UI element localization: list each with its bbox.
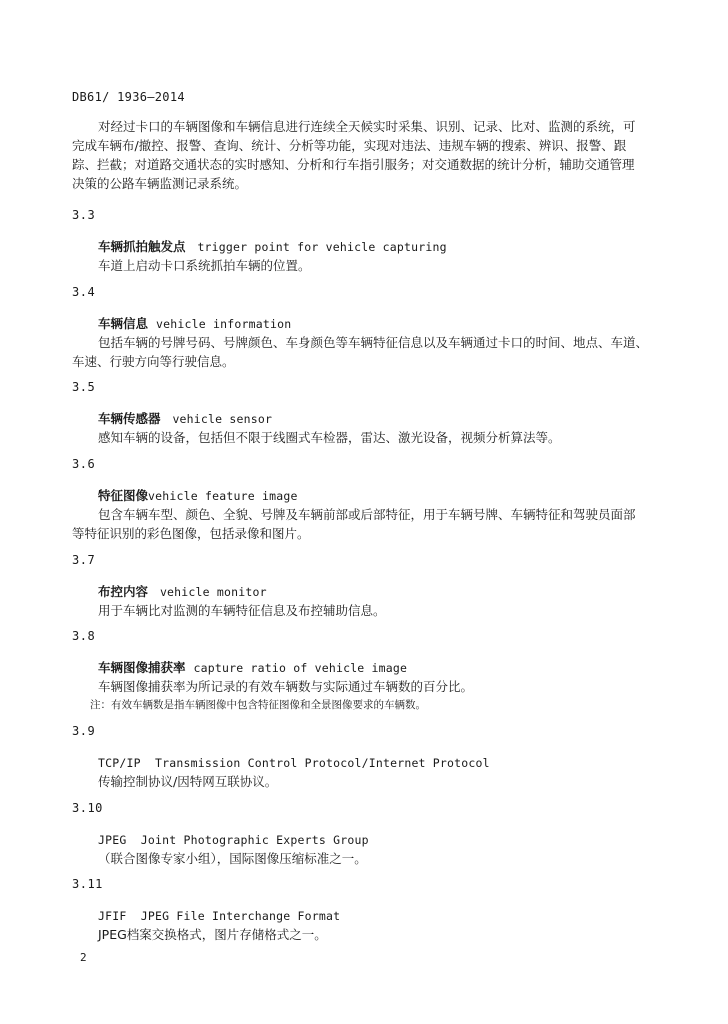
note-text: 注：有效车辆数是指车辆图像中包含特征图像和全景图像要求的车辆数。 <box>90 699 426 711</box>
intro-paragraph <box>72 117 652 193</box>
section-3-8 <box>72 627 662 714</box>
section-number: 3.9 <box>72 724 96 738</box>
definition-line: 包含车辆车型、颜色、全貌、号牌及车辆前部或后部特征，用于车辆号牌、车辆特征和驾驶员面部 <box>98 507 636 522</box>
term-zh: 特征图像 <box>98 488 149 503</box>
section-number: 3.8 <box>72 629 96 643</box>
definition-line: 车辆图像捕获率为所记录的有效车辆数与实际通过车辆数的百分比。 <box>98 679 474 694</box>
section-3-5 <box>72 378 662 447</box>
term-en: vehicle monitor <box>159 585 267 599</box>
term-heading <box>72 583 662 601</box>
section-3-11 <box>72 875 662 944</box>
term-heading <box>72 238 662 256</box>
term-en: vehicle sensor <box>172 412 273 426</box>
section-number: 3.10 <box>72 801 103 815</box>
definition-line: （联合图像专家小组），国际图像压缩标准之一。 <box>98 851 367 866</box>
term-zh: 车辆抓拍触发点 <box>98 239 186 254</box>
term-en: vehicle feature image <box>148 489 298 503</box>
term-abbreviation: JPEG Joint Photographic Experts Group <box>98 833 369 847</box>
definition-line: 用于车辆比对监测的车辆特征信息及布控辅助信息。 <box>98 603 386 618</box>
term-heading <box>72 907 662 925</box>
section-number: 3.6 <box>72 457 96 471</box>
definition-line: 车速、行驶方向等行驶信息。 <box>72 354 235 369</box>
intro-line: 完成车辆布/撤控、报警、查询、统计、分析等功能，实现对违法、违规车辆的搜索、辨识、报警、跟 <box>72 138 627 153</box>
section-3-9 <box>72 722 662 791</box>
term-zh: 车辆传感器 <box>98 411 161 426</box>
section-3-4 <box>72 283 662 371</box>
term-heading <box>72 315 662 333</box>
section-3-3 <box>72 206 662 275</box>
term-en: capture ratio of vehicle image <box>193 661 408 675</box>
intro-line: 踪、拦截；对道路交通状态的实时感知、分析和行车指引服务；对交通数据的统计分析，辅助交通管理 <box>72 157 635 172</box>
section-number: 3.7 <box>72 553 96 567</box>
term-heading <box>72 831 662 849</box>
intro-line: 对经过卡口的车辆图像和车辆信息进行连续全天候实时采集、识别、记录、比对、监测的系统，可 <box>98 119 636 134</box>
term-heading <box>72 410 662 428</box>
term-zh: 布控内容 <box>98 584 149 599</box>
term-en: trigger point for vehicle capturing <box>197 240 447 254</box>
section-number: 3.3 <box>72 208 96 222</box>
section-number: 3.4 <box>72 285 96 299</box>
document-number: DB61/ 1936—2014 <box>72 90 185 104</box>
section-3-6 <box>72 455 662 543</box>
term-zh: 车辆信息 <box>98 316 149 331</box>
term-en: vehicle information <box>155 317 292 331</box>
section-number: 3.11 <box>72 877 103 891</box>
definition-line: 等特征识别的彩色图像，包括录像和图片。 <box>72 526 310 541</box>
term-abbreviation: TCP/IP Transmission Control Protocol/Internet Protocol <box>98 756 490 770</box>
section-number: 3.5 <box>72 380 96 394</box>
term-heading <box>72 659 662 677</box>
term-heading <box>72 487 662 505</box>
definition-line: 车道上启动卡口系统抓拍车辆的位置。 <box>98 258 311 273</box>
definition-line: JPEG档案交换格式，图片存储格式之一。 <box>98 927 327 942</box>
page-number: 2 <box>80 951 87 964</box>
definition-line: 传输控制协议/因特网互联协议。 <box>98 774 278 789</box>
term-abbreviation: JFIF JPEG File Interchange Format <box>98 909 341 923</box>
section-3-10 <box>72 799 662 868</box>
definition-line: 感知车辆的设备，包括但不限于线圈式车检器，雷达、激光设备，视频分析算法等。 <box>98 430 561 445</box>
term-zh: 车辆图像捕获率 <box>98 660 186 675</box>
intro-line: 决策的公路车辆监测记录系统。 <box>72 176 248 191</box>
definition-line: 包括车辆的号牌号码、号牌颜色、车身颜色等车辆特征信息以及车辆通过卡口的时间、地点、车道、 <box>98 335 649 350</box>
term-heading <box>72 754 662 772</box>
section-3-7 <box>72 551 662 620</box>
